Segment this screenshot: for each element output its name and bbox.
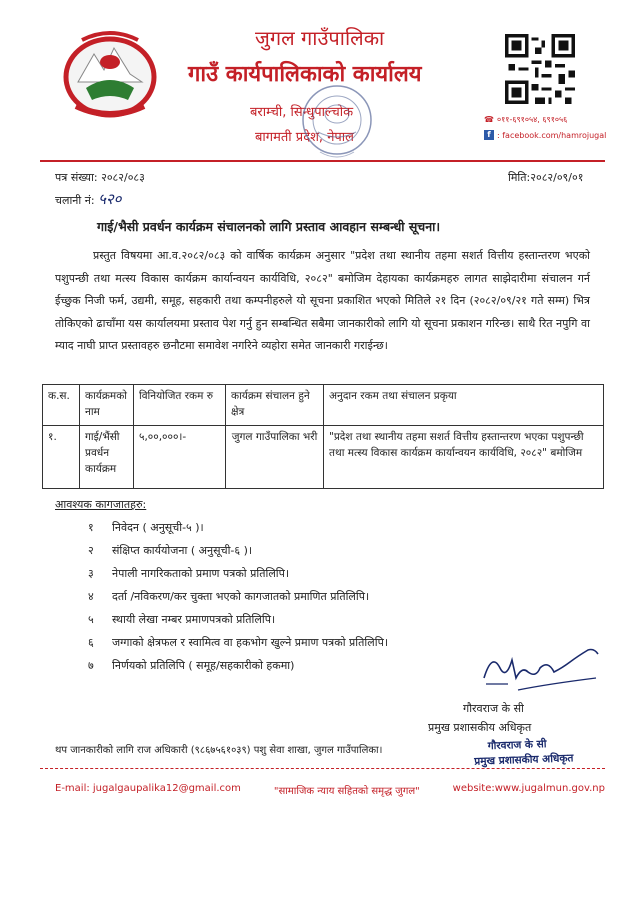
letter-number: पत्र संख्या: २०८२/०८३ bbox=[55, 171, 145, 184]
col-header-serial: क.स. bbox=[43, 385, 80, 426]
table-header-row bbox=[43, 385, 604, 426]
dispatch-label: चलानी नं: bbox=[55, 194, 95, 207]
cell-process: "प्रदेश तथा स्थानीय तहमा सशर्त वित्तीय हस्तान्तरण भएका पशुपन्छी तथा मत्स्य विकास कार्यक्रम कार्यान्वयन कार्यविधि, २०८२" बमोजिम bbox=[324, 426, 604, 489]
col-header-area: कार्यक्रम संचालन हुने क्षेत्र bbox=[226, 385, 324, 426]
cell-program: गाई/भैंसी प्रवर्धन कार्यक्रम bbox=[80, 426, 134, 489]
table-row bbox=[43, 426, 604, 489]
program-table bbox=[42, 384, 604, 489]
facebook-icon: f bbox=[484, 130, 494, 140]
documents-title: आवश्यक कागजातहरु: bbox=[55, 498, 147, 511]
facebook-contact bbox=[484, 130, 606, 140]
facebook-link[interactable]: : facebook.com/hamrojugal bbox=[497, 130, 607, 140]
stamp-name: गौरवराज के सी bbox=[487, 738, 547, 753]
cell-area: जुगल गाउँपालिका भरी bbox=[226, 426, 324, 489]
footer-website[interactable]: website:www.jugalmun.gov.np bbox=[452, 783, 605, 794]
contact-note: थप जानकारीको लागि राज अधिकारी (९८६७५६१०३९) पशु सेवा शाखा, जुगल गाउँपालिका। bbox=[55, 745, 383, 756]
notice-subject: गाई/भैसी प्रवर्धन कार्यक्रम संचालनको लागि प्रस्ताव आवहान सम्बन्धी सूचना। bbox=[97, 219, 441, 234]
list-item: ४ दर्ता /नविकरण/कर चुक्ता भएको कागजातको प्रमाणित प्रतिलिपि। bbox=[88, 590, 370, 603]
office-province: बागमती प्रदेश, नेपाल bbox=[255, 130, 354, 145]
dispatch-value: ५२० bbox=[98, 190, 122, 208]
footer bbox=[55, 783, 605, 797]
stamp-title: प्रमुख प्रशासकीय अधिकृत bbox=[474, 752, 574, 768]
header-divider bbox=[40, 160, 605, 162]
notice-body: प्रस्तुत विषयमा आ.व.२०८२/०८३ को वार्षिक कार्यक्रम अनुसार "प्रदेश तथा स्थानीय तहमा सशर्त वित्तीय हस्तान्तरण भएको पशुपन्छी तथा मत्स्य विकास कार्यक्रम कार्यान्वयन कार्यविधि, २०८२" बमोजिम देहायका कार्यक्रमहरु लागत साझेदारीमा संचालन गर्न ईच्छुक निजी फर्म, उद्यमी, समूह, सहकारी तथा कम्पनीहरुले यो सूचना प्रकाशित भएको मितिले २१ दिन (२०८२/०९/२१ गते सम्म) भित्र तोकिएको ढाचाँमा यस कार्यालयमा प्रस्ताव पेश गर्नु हुन सम्बन्धित सबैमा जानकारीको लागि यो सूचना प्रकाशन गरिन्छ। साथै रित नपुगि वा म्याद नाघी प्राप्त प्रस्तावहरु छनौटमा समावेश नगरिने व्यहोरा समेत जानकारी गराईन्छ। bbox=[55, 249, 590, 352]
list-item: २ संक्षिप्त कार्ययोजना ( अनुसूची-६ )। bbox=[88, 544, 253, 557]
footer-email[interactable]: E-mail: jugalgaupalika12@gmail.com bbox=[55, 783, 241, 794]
qr-code[interactable] bbox=[505, 34, 575, 104]
phone-contact bbox=[484, 114, 567, 125]
col-header-amount: विनियोजित रकम रु bbox=[134, 385, 226, 426]
phone-number: ०११-६९१०५४, ६९१०५६ bbox=[496, 115, 568, 124]
cell-amount: ५,००,०००।- bbox=[134, 426, 226, 489]
cell-serial: १. bbox=[43, 426, 80, 489]
list-item: ६ जग्गाको क्षेत्रफल र स्वामित्व वा हकभोग खुल्ने प्रमाण पत्रको प्रतिलिपि। bbox=[88, 636, 388, 649]
footer-divider bbox=[40, 768, 605, 769]
official-seal-stamp bbox=[298, 80, 376, 170]
col-header-program: कार्यक्रमको नाम bbox=[80, 385, 134, 426]
letter-date: मिति:२०८२/०९/०१ bbox=[508, 171, 584, 184]
officer-name: गौरवराज के सी bbox=[463, 702, 524, 715]
list-item: १ निवेदन ( अनुसूची-५ )। bbox=[88, 521, 204, 534]
municipality-name: जुगल गाउँपालिका bbox=[255, 26, 385, 50]
officer-stamp bbox=[474, 736, 574, 769]
footer-slogan: "सामाजिक न्याय सहितको समृद्ध जुगल" bbox=[273, 786, 420, 797]
list-item: ३ नेपाली नागरिकताको प्रमाण पत्रको प्रतिलिपि। bbox=[88, 567, 290, 580]
col-header-process: अनुदान रकम तथा संचालन प्रकृया bbox=[324, 385, 604, 426]
list-item: ७ निर्णयको प्रतिलिपि ( समूह/सहकारीको हकमा) bbox=[88, 659, 295, 672]
documents-list bbox=[88, 520, 388, 681]
list-item: ५ स्थायी लेखा नम्बर प्रमाणपत्रको प्रतिलिपि। bbox=[88, 613, 276, 626]
dispatch-number bbox=[55, 189, 121, 209]
nepal-emblem-logo bbox=[56, 22, 164, 122]
office-location: बराम्ची, सिन्धुपाल्चोक bbox=[250, 105, 354, 120]
office-name: गाउँ कार्यपालिकाको कार्यालय bbox=[188, 62, 422, 87]
officer-title: प्रमुख प्रशासकीय अधिकृत bbox=[428, 721, 532, 734]
handwritten-signature bbox=[478, 638, 603, 700]
phone-icon: ☎ bbox=[484, 115, 494, 124]
